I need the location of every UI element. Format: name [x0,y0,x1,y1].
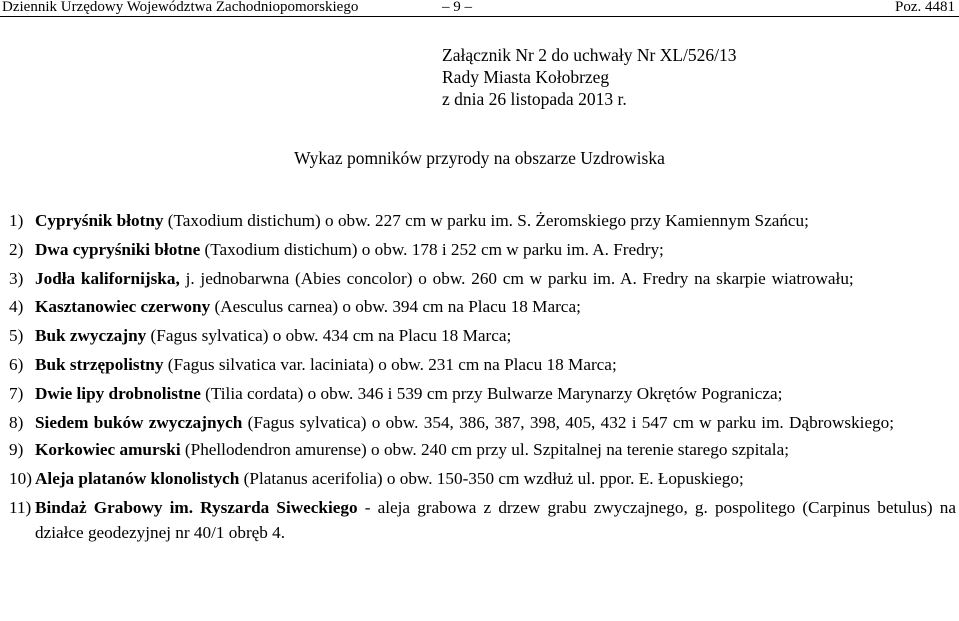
annex-line-3: z dnia 26 listopada 2013 r. [442,89,627,109]
item-number: 8) [9,412,24,432]
item-number: 2) [9,240,24,259]
item-number: 3) [9,269,24,288]
item-name: Buk zwyczajny [35,325,147,345]
position-number: Poz. 4481 [895,0,955,15]
item-number: 4) [9,296,24,316]
item-number: 11) [9,498,32,517]
page-header [0,0,959,17]
item-number: 10) [9,469,32,488]
item-description: (Fagus silvatica var. laciniata) o obw. 231 cm na Placu 18 Marca; [163,354,617,374]
list-item [9,467,956,492]
item-number: 6) [9,354,24,374]
item-name: Dwa cypryśniki błotne [35,240,201,259]
annex-line-2: Rady Miasta Kołobrzeg [442,67,610,87]
item-description: j. jednobarwna (Abies concolor) o obw. 260 cm w parku im. A. Fredry na skarpie wiatrowału; [179,269,854,288]
item-description: (Phellodendron amurense) o obw. 240 cm przy ul. Szpitalnej na terenie starego szpitala; [180,440,789,459]
item-name: Siedem buków zwyczajnych [35,412,243,432]
item-number: 7) [9,383,24,403]
item-name: Aleja platanów klonolistych [35,469,240,488]
list-item [9,209,956,234]
list-item [9,496,957,545]
item-name: Jodła kalifornijska, [35,269,180,288]
item-description: (Taxodium distichum) o obw. 178 i 252 cm w parku im. A. Fredry; [200,240,664,259]
list-item [9,238,956,263]
list-item [9,267,956,292]
item-name: Bindaż Grabowy im. Ryszarda Siweckiego [35,498,358,517]
item-description: (Fagus sylvatica) o obw. 354, 386, 387, 398, 405, 432 i 547 cm w parku im. Dąbrowskiego; [242,412,895,432]
item-name: Cypryśnik błotny [35,211,164,230]
item-name: Buk strzępolistny [35,354,164,374]
item-description: (Tilia cordata) o obw. 346 i 539 cm przy Bulwarze Marynarzy Okrętów Pogranicza; [200,383,783,403]
list-item [9,353,956,378]
item-description: (Taxodium distichum) o obw. 227 cm w parku im. S. Żeromskiego przy Kamiennym Szańcu; [163,211,809,230]
item-name: Dwie lipy drobnolistne [35,383,201,403]
item-name: Kasztanowiec czerwony [35,296,211,316]
item-description: (Fagus sylvatica) o obw. 434 cm na Placu 18 Marca; [146,325,512,345]
list-item [9,324,956,349]
list-item [9,438,956,463]
monument-list [9,209,957,548]
item-number: 5) [9,325,24,345]
item-number: 9) [9,440,24,459]
annex-heading [442,44,737,110]
item-number: 1) [9,211,24,230]
document-title: Wykaz pomników przyrody na obszarze Uzdrowiska [294,148,665,168]
page-number: – 9 – [442,0,472,15]
item-description: (Aesculus carnea) o obw. 394 cm na Placu 18 Marca; [210,296,581,316]
annex-line-1: Załącznik Nr 2 do uchwały Nr XL/526/13 [442,45,737,65]
list-item [9,411,956,436]
item-name: Korkowiec amurski [35,440,181,459]
list-item [9,382,956,407]
item-description: (Platanus acerifolia) o obw. 150-350 cm wzdłuż ul. ppor. E. Łopuskiego; [239,469,744,488]
list-item [9,295,956,320]
journal-name: Dziennik Urzędowy Województwa Zachodniopomorskiego [2,0,359,15]
item-description: - aleja grabowa z drzew grabu zwyczajnego, g. pospolitego (Carpinus betulus) na działce geodezyjnej nr 40/1 obręb 4. [35,498,957,542]
